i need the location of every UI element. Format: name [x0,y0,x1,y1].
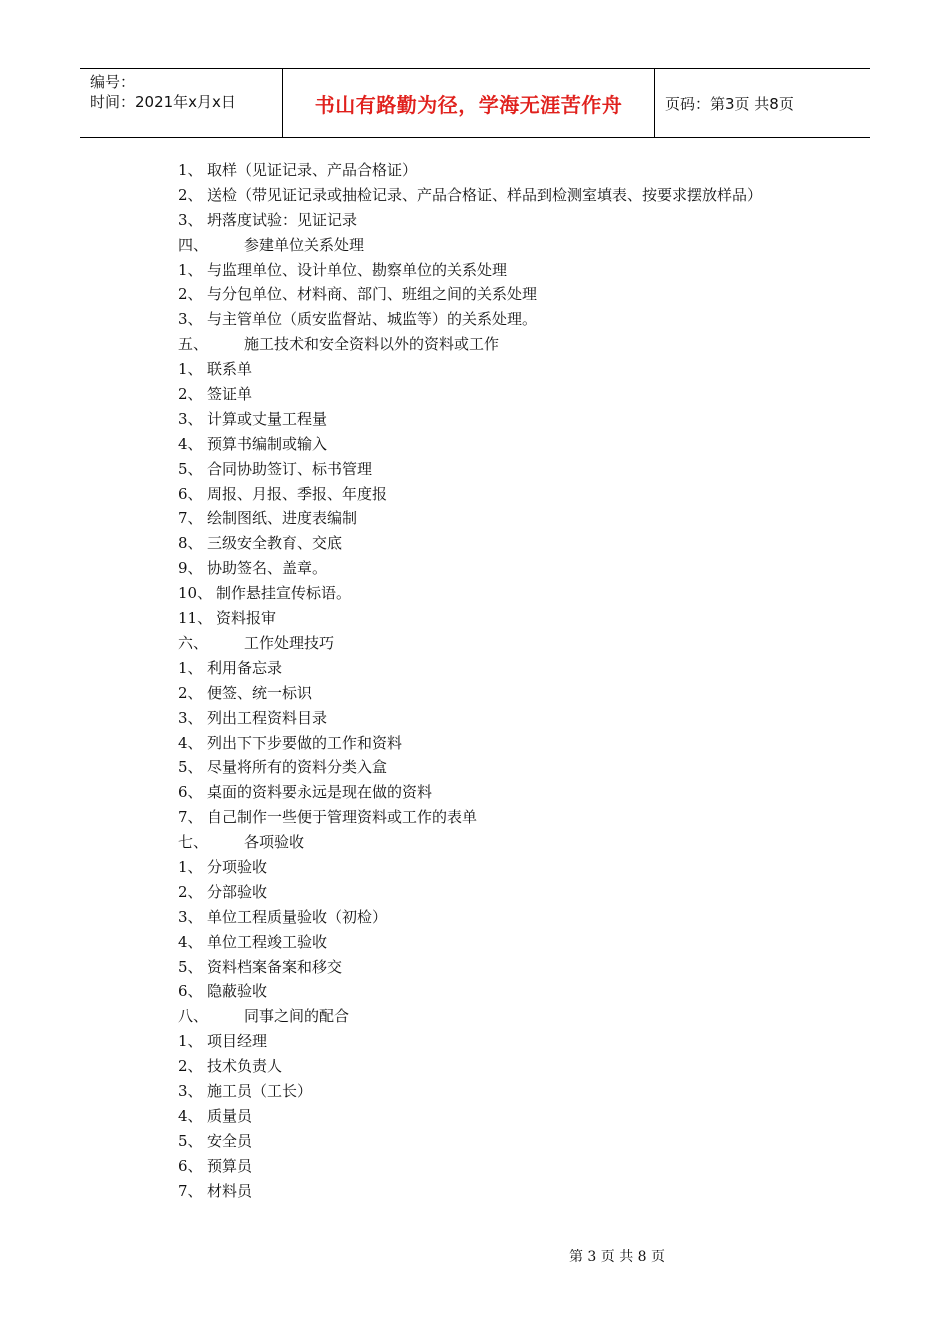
list-item [178,681,818,706]
list-item [178,1079,818,1104]
item-number: 3、 [178,907,203,926]
item-text: 签证单 [207,385,253,404]
item-text: 分项验收 [207,857,268,876]
list-item [178,158,818,183]
section-heading [178,631,818,656]
item-text: 资料档案备案和移交 [207,957,343,976]
list-item [178,183,818,208]
item-number: 6、 [178,982,203,1001]
serial-label: 编号： [90,73,136,91]
item-number: 3、 [178,310,203,329]
item-number: 五、 [178,335,209,354]
item-text: 三级安全教育、交底 [207,534,343,553]
item-text: 绘制图纸、进度表编制 [207,509,358,528]
list-item [178,805,818,830]
item-number: 2、 [178,882,203,901]
item-text: 预算书编制或输入 [207,434,328,453]
list-item [178,531,818,556]
item-text: 联系单 [207,360,253,379]
section-heading [178,332,818,357]
page-header [80,68,870,138]
item-text: 技术负责人 [207,1057,283,1076]
item-number: 六、 [178,633,209,652]
section-heading [178,1004,818,1029]
page-footer [0,1246,950,1266]
item-number: 6、 [178,783,203,802]
item-number: 1、 [178,360,203,379]
item-text: 桌面的资料要永远是现在做的资料 [207,783,433,802]
item-number: 2、 [178,285,203,304]
list-item [178,1154,818,1179]
list-item [178,930,818,955]
item-text: 资料报审 [216,609,277,628]
item-text: 制作悬挂宣传标语。 [216,584,352,603]
section-heading [178,830,818,855]
item-text: 合同协助签订、标书管理 [207,459,373,478]
item-text: 单位工程质量验收（初检） [207,907,388,926]
item-number: 6、 [178,1156,203,1175]
list-item [178,731,818,756]
item-number: 4、 [178,434,203,453]
list-item [178,855,818,880]
item-number: 2、 [178,385,203,404]
item-text: 列出下下步要做的工作和资料 [207,733,403,752]
item-text: 与监理单位、设计单位、勘察单位的关系处理 [207,260,508,279]
item-text: 材料员 [207,1181,253,1200]
item-text: 施工员（工长） [207,1081,313,1100]
header-motto-cell [282,69,655,137]
item-number: 4、 [178,733,203,752]
item-number: 7、 [178,808,203,827]
item-number: 1、 [178,857,203,876]
item-number: 1、 [178,658,203,677]
item-text: 利用备忘录 [207,658,283,677]
item-text: 计算或丈量工程量 [207,409,328,428]
item-number: 1、 [178,1032,203,1051]
list-item [178,706,818,731]
page-info: 页码：第3页 共8页 [665,95,794,113]
item-text: 隐蔽验收 [207,982,268,1001]
item-number: 2、 [178,683,203,702]
list-item [178,780,818,805]
list-item [178,979,818,1004]
item-number: 四、 [178,235,209,254]
item-number: 5、 [178,459,203,478]
list-item [178,955,818,980]
item-text: 参建单位关系处理 [244,235,365,254]
item-number: 2、 [178,1057,203,1076]
item-text: 坍落度试验：见证记录 [207,210,358,229]
item-text: 列出工程资料目录 [207,708,328,727]
list-item [178,357,818,382]
list-item [178,407,818,432]
item-text: 与分包单位、材料商、部门、班组之间的关系处理 [207,285,538,304]
item-number: 4、 [178,932,203,951]
item-number: 8、 [178,534,203,553]
item-text: 协助签名、盖章。 [207,559,328,578]
item-text: 尽量将所有的资料分类入盒 [207,758,388,777]
date-line: 时间：2021年x月x日 [90,93,236,111]
item-text: 周报、月报、季报、年度报 [207,484,388,503]
list-item [178,556,818,581]
list-item [178,457,818,482]
list-item [178,880,818,905]
list-item [178,905,818,930]
list-item [178,307,818,332]
item-number: 7、 [178,509,203,528]
item-number: 4、 [178,1106,203,1125]
item-number: 2、 [178,185,203,204]
item-text: 项目经理 [207,1032,268,1051]
section-heading [178,233,818,258]
item-number: 5、 [178,957,203,976]
item-text: 工作处理技巧 [244,633,335,652]
list-item [178,656,818,681]
item-text: 分部验收 [207,882,268,901]
item-number: 9、 [178,559,203,578]
item-text: 预算员 [207,1156,253,1175]
list-item [178,282,818,307]
list-item [178,1179,818,1204]
item-text: 送检（带见证记录或抽检记录、产品合格证、样品到检测室填表、按要求摆放样品） [207,185,763,204]
list-item [178,606,818,631]
item-number: 10、 [178,584,213,603]
list-item [178,1129,818,1154]
list-item [178,1104,818,1129]
header-left-cell [80,69,282,137]
list-item [178,482,818,507]
item-text: 自己制作一些便于管理资料或工作的表单 [207,808,478,827]
motto-text: 书山有路勤为径，学海无涯苦作舟 [314,92,623,117]
list-item [178,755,818,780]
list-item [178,382,818,407]
list-item [178,432,818,457]
item-number: 七、 [178,833,209,852]
list-item [178,581,818,606]
item-number: 1、 [178,260,203,279]
item-number: 6、 [178,484,203,503]
list-item [178,506,818,531]
item-number: 3、 [178,1081,203,1100]
item-number: 5、 [178,1131,203,1150]
item-number: 11、 [178,609,213,628]
item-text: 同事之间的配合 [244,1007,350,1026]
list-item [178,208,818,233]
item-number: 3、 [178,210,203,229]
list-item [178,1029,818,1054]
item-text: 各项验收 [244,833,305,852]
item-text: 施工技术和安全资料以外的资料或工作 [244,335,500,354]
item-number: 7、 [178,1181,203,1200]
item-number: 3、 [178,409,203,428]
item-text: 质量员 [207,1106,253,1125]
item-number: 5、 [178,758,203,777]
item-text: 单位工程竣工验收 [207,932,328,951]
header-right-cell [655,69,870,137]
list-item [178,1054,818,1079]
footer-page-number: 第 3 页 共 8 页 [568,1249,666,1265]
list-item [178,258,818,283]
item-text: 便签、统一标识 [207,683,313,702]
item-number: 1、 [178,161,203,179]
item-number: 八、 [178,1007,209,1026]
document-body [178,158,818,1203]
item-text: 取样（见证记录、产品合格证） [207,161,418,179]
item-text: 与主管单位（质安监督站、城监等）的关系处理。 [207,310,538,329]
item-number: 3、 [178,708,203,727]
item-text: 安全员 [207,1131,253,1150]
